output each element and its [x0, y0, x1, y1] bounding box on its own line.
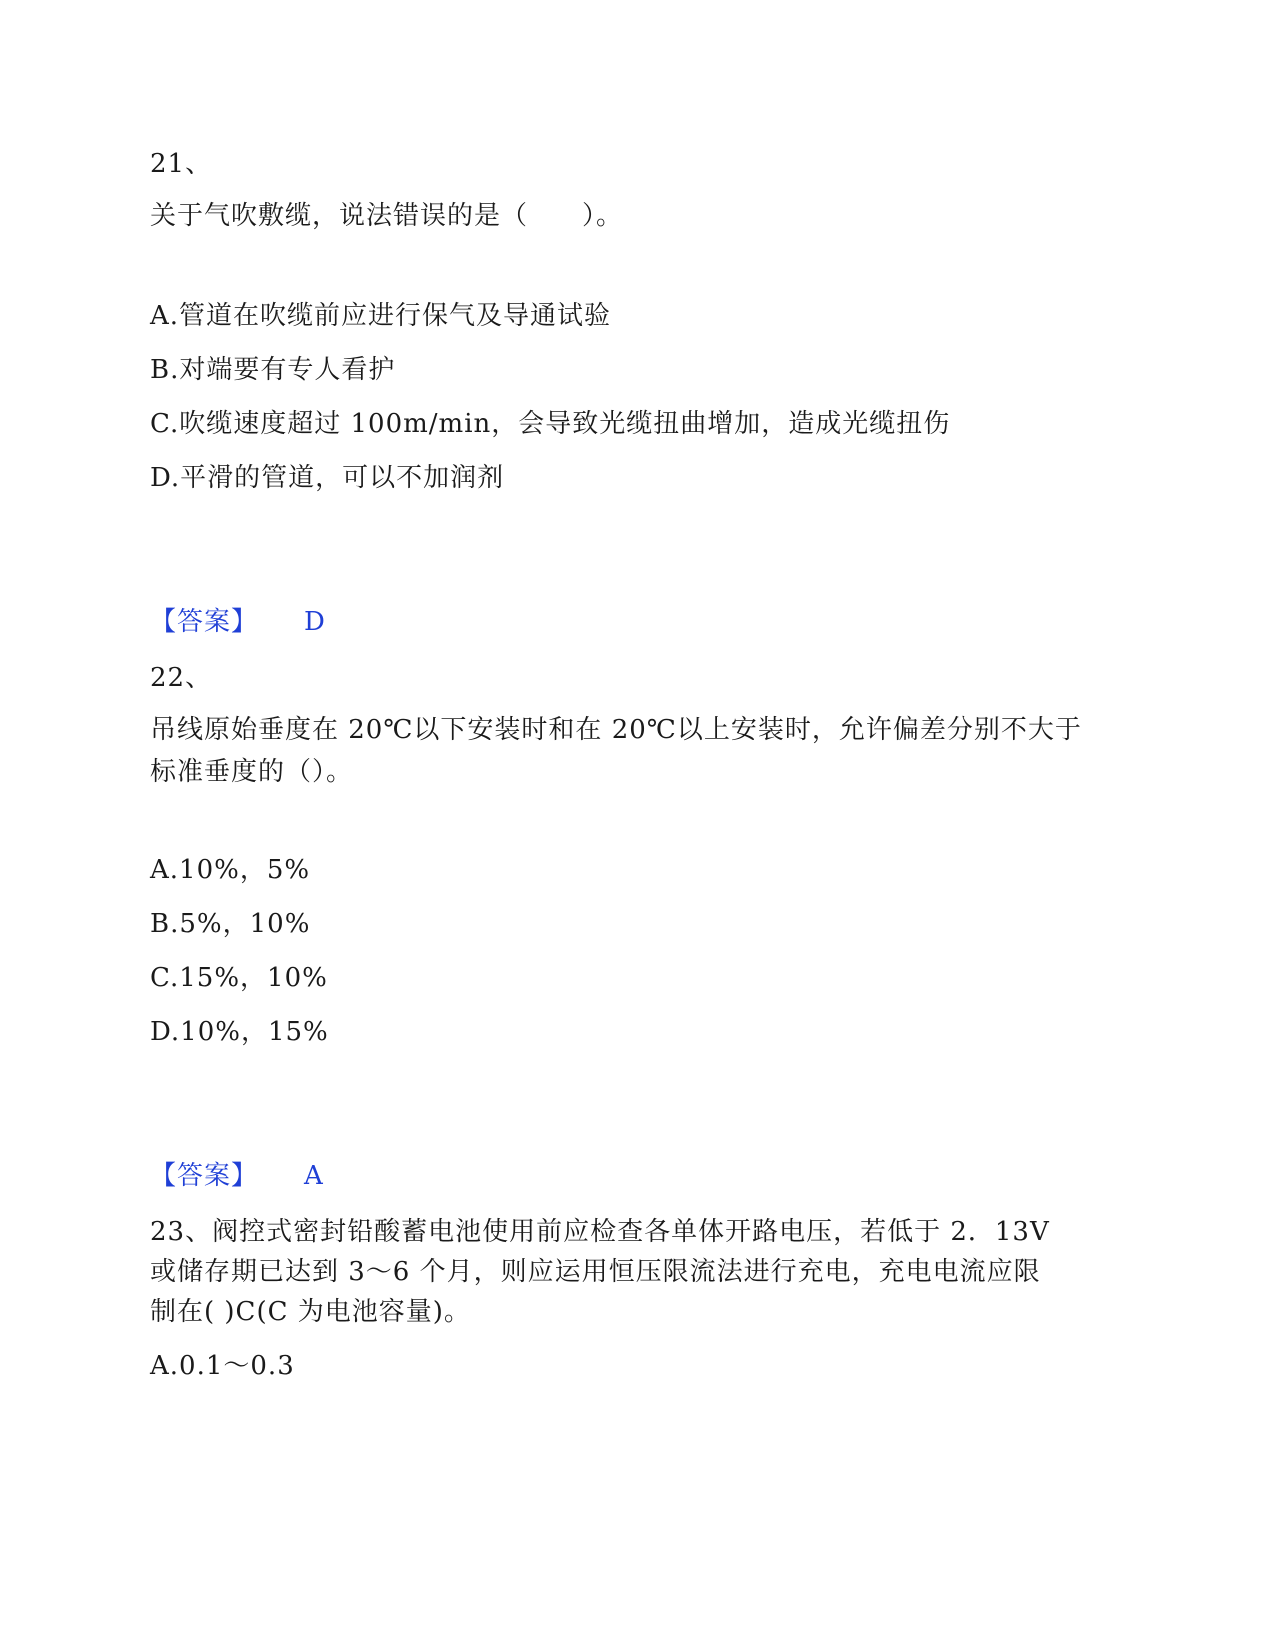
question-21-option-d: D.平滑的管道，可以不加润剂 [150, 463, 505, 493]
question-21-number: 21、 [150, 149, 213, 179]
question-22-stem-line-1: 吊线原始垂度在 20℃以下安装时和在 20℃以上安装时，允许偏差分别不大于 [150, 715, 1082, 745]
answer-label: 【答案】 [150, 1161, 259, 1191]
question-22-option-a: A.10%，5% [150, 855, 311, 885]
question-23-stem-line-1: 23、阀控式密封铅酸蓄电池使用前应检查各单体开路电压，若低于 2．13V [150, 1217, 1050, 1247]
answer-letter: A [304, 1161, 324, 1191]
answer-label: 【答案】 [150, 607, 259, 637]
question-21-option-b: B.对端要有专人看护 [150, 355, 396, 385]
question-23-option-a: A.0.1～0.3 [150, 1351, 295, 1381]
question-22-option-c: C.15%，10% [150, 963, 328, 993]
question-21-answer [150, 604, 326, 640]
question-23-stem-line-3: 制在( )C(C 为电池容量)。 [150, 1297, 471, 1327]
question-22-number: 22、 [150, 663, 213, 693]
question-22-option-b: B.5%，10% [150, 909, 311, 939]
question-21-stem: 关于气吹敷缆，说法错误的是（ ）。 [150, 201, 624, 231]
question-21-option-a: A.管道在吹缆前应进行保气及导通试验 [150, 301, 612, 331]
question-23-stem-line-2: 或储存期已达到 3～6 个月，则应运用恒压限流法进行充电，充电电流应限 [150, 1257, 1041, 1287]
question-22-stem-line-2: 标准垂度的（）。 [150, 757, 354, 787]
question-21-option-c: C.吹缆速度超过 100m/min，会导致光缆扭曲增加，造成光缆扭伤 [150, 409, 951, 439]
question-22-option-d: D.10%，15% [150, 1017, 329, 1047]
answer-letter: D [304, 607, 326, 637]
question-22-answer [150, 1158, 324, 1194]
